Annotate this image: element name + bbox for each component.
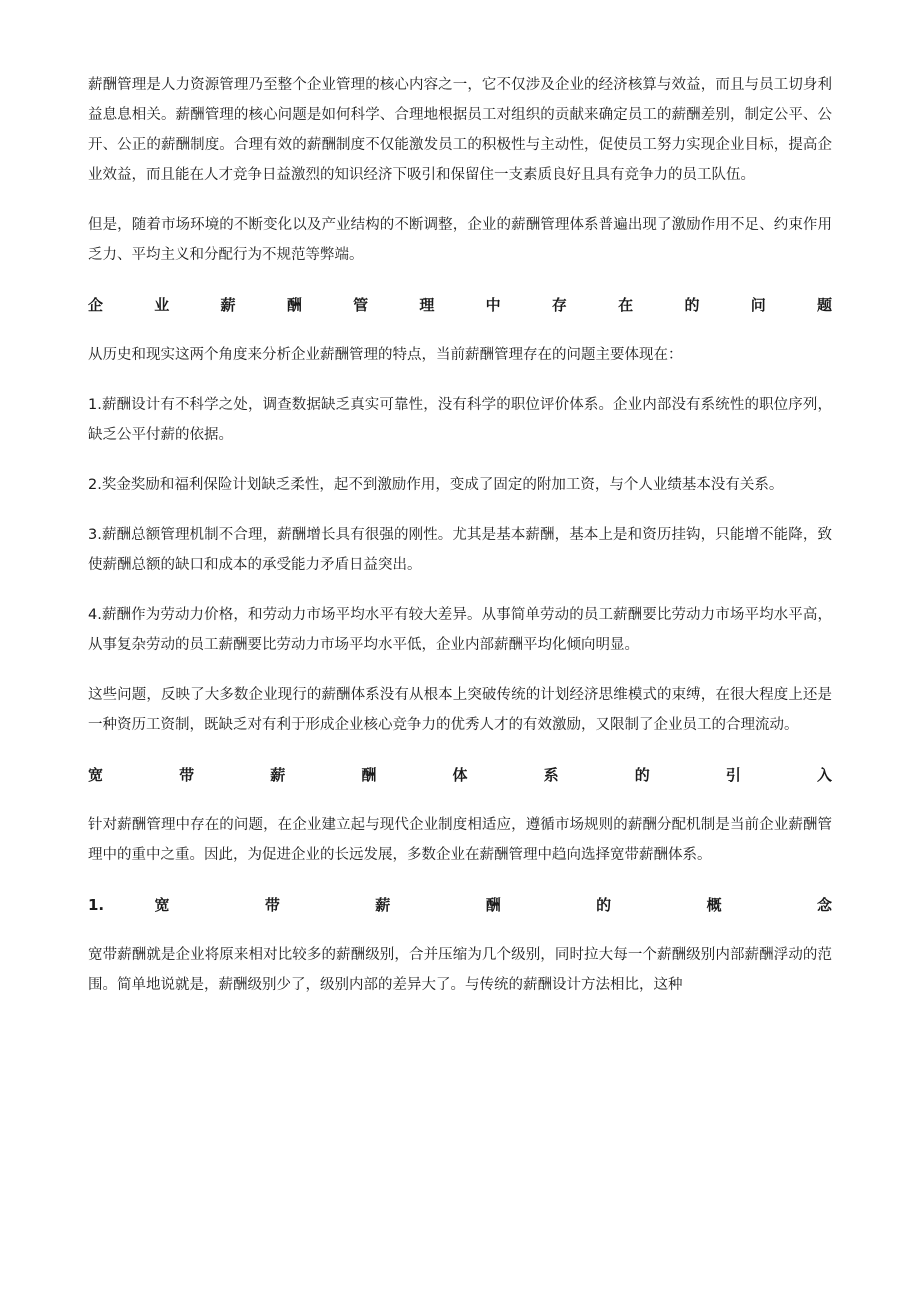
intro-paragraph-2: 但是，随着市场环境的不断变化以及产业结构的不断调整，企业的薪酬管理体系普遍出现了激励作用不足、约束作用乏力、平均主义和分配行为不规范等弊端。 — [88, 217, 832, 263]
section-heading-broadband: 宽 带 薪 酬 体 系 的 引 入 — [88, 766, 832, 784]
problem-item-1: 1.薪酬设计有不科学之处，调查数据缺乏真实可靠性，没有科学的职位评价体系。企业内部没有系统性的职位序列，缺乏公平付薪的依据。 — [88, 397, 832, 443]
intro-paragraph-1: 薪酬管理是人力资源管理乃至整个企业管理的核心内容之一，它不仅涉及企业的经济核算与效益，而且与员工切身利益息息相关。薪酬管理的核心问题是如何科学、合理地根据员工对组织的贡献来确定员工的薪酬差别，制定公平、公开、公正的薪酬制度。合理有效的薪酬制度不仅能激发员工的积极性与主动性，促使员工努力实现企业目标，提高企业效益，而且能在人才竞争日益激烈的知识经济下吸引和保留住一支素质良好且具有竞争力的员工队伍。 — [88, 77, 832, 183]
spacer — [88, 660, 832, 680]
spacer — [88, 740, 832, 760]
spacer — [88, 190, 832, 210]
spacer — [88, 500, 832, 520]
spacer — [88, 320, 832, 340]
section-heading-problems: 企 业 薪 酬 管 理 中 存 在 的 问 题 — [88, 296, 832, 314]
spacer — [88, 450, 832, 470]
concept-paragraph: 宽带薪酬就是企业将原来相对比较多的薪酬级别，合并压缩为几个级别，同时拉大每一个薪酬级别内部薪酬浮动的范围。简单地说就是，薪酬级别少了，级别内部的差异大了。与传统的薪酬设计方法相比，这种 — [88, 947, 832, 993]
problems-lead-paragraph: 从历史和现实这两个角度来分析企业薪酬管理的特点，当前薪酬管理存在的问题主要体现在： — [88, 347, 683, 363]
spacer — [88, 790, 832, 810]
problem-item-3: 3.薪酬总额管理机制不合理，薪酬增长具有很强的刚性。尤其是基本薪酬，基本上是和资历挂钩，只能增不能降，致使薪酬总额的缺口和成本的承受能力矛盾日益突出。 — [88, 527, 832, 573]
spacer — [88, 870, 832, 890]
spacer — [88, 580, 832, 600]
broadband-intro-paragraph: 针对薪酬管理中存在的问题，在企业建立起与现代企业制度相适应，遵循市场规则的薪酬分配机制是当前企业薪酬管理中的重中之重。因此，为促进企业的长远发展，多数企业在薪酬管理中趋向选择宽带薪酬体系。 — [88, 817, 832, 863]
problem-item-4: 4.薪酬作为劳动力价格，和劳动力市场平均水平有较大差异。从事简单劳动的员工薪酬要比劳动力市场平均水平高，从事复杂劳动的员工薪酬要比劳动力市场平均水平低，企业内部薪酬平均化倾向明显。 — [88, 607, 832, 653]
problems-summary-paragraph: 这些问题，反映了大多数企业现行的薪酬体系没有从根本上突破传统的计划经济思维模式的束缚，在很大程度上还是一种资历工资制，既缺乏对有利于形成企业核心竞争力的优秀人才的有效激励，又限制了企业员工的合理流动。 — [88, 687, 832, 733]
spacer — [88, 370, 832, 390]
spacer — [88, 920, 832, 940]
spacer — [88, 270, 832, 290]
problem-item-2: 2.奖金奖励和福利保险计划缺乏柔性，起不到激励作用，变成了固定的附加工资，与个人业绩基本没有关系。 — [88, 477, 784, 493]
subsection-heading-concept: 1. 宽 带 薪 酬 的 概 念 — [88, 896, 832, 914]
